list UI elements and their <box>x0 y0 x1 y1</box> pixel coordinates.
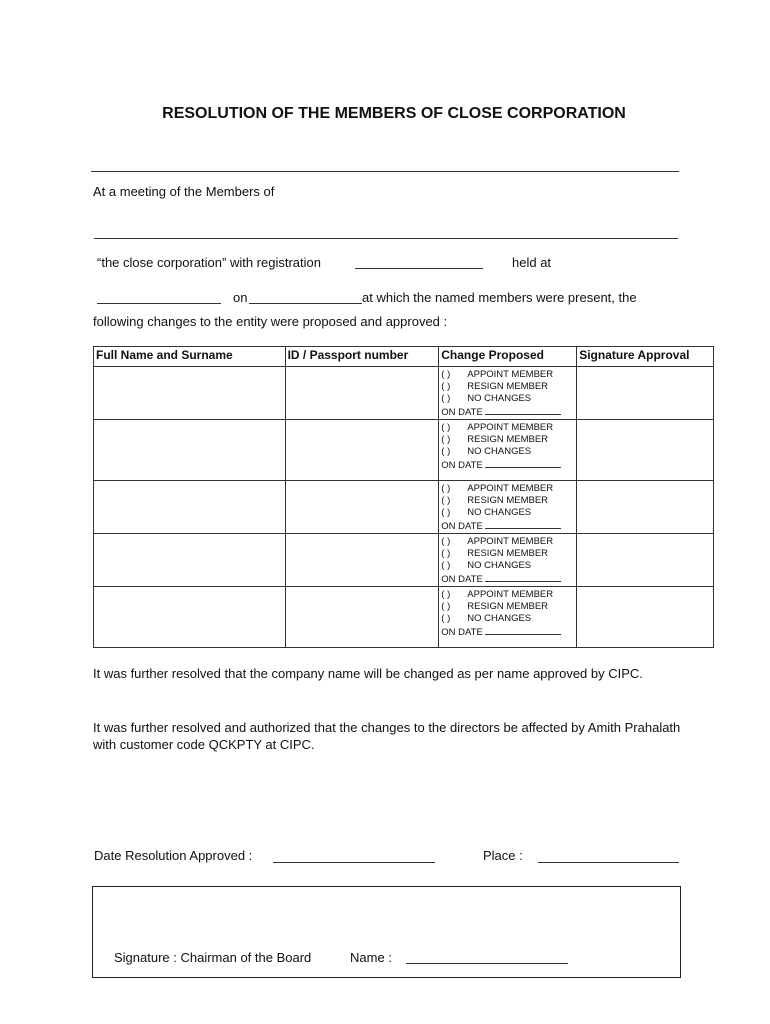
id-passport-cell[interactable] <box>285 420 439 481</box>
on-date-label: ON DATE <box>441 627 483 638</box>
no-changes-option[interactable] <box>441 560 574 572</box>
change-options <box>439 367 576 419</box>
signature-approval-cell[interactable] <box>577 420 714 481</box>
appoint-member-option[interactable] <box>441 422 574 434</box>
checkbox-parens[interactable]: ( ) <box>441 548 451 559</box>
on-date-label: ON DATE <box>441 574 483 585</box>
on-date-row <box>441 519 574 533</box>
full-name-cell[interactable] <box>94 587 286 648</box>
appoint-member-option[interactable] <box>441 589 574 601</box>
on-date-row <box>441 625 574 639</box>
id-passport-cell[interactable] <box>285 481 439 534</box>
signature-approval-cell[interactable] <box>577 587 714 648</box>
divider <box>91 171 679 172</box>
checkbox-parens[interactable]: ( ) <box>441 381 451 392</box>
change-proposed-cell <box>439 481 577 534</box>
on-date-field[interactable] <box>485 519 561 529</box>
header-signature-approval: Signature Approval <box>577 347 714 367</box>
location-field[interactable] <box>97 303 221 304</box>
on-label: on <box>233 290 248 305</box>
no-changes-option[interactable] <box>441 393 574 405</box>
id-passport-cell[interactable] <box>285 367 439 420</box>
header-id-passport: ID / Passport number <box>285 347 439 367</box>
on-date-field[interactable] <box>485 405 561 415</box>
full-name-cell[interactable] <box>94 367 286 420</box>
checkbox-parens[interactable]: ( ) <box>441 613 451 624</box>
option-label: APPOINT MEMBER <box>467 536 554 547</box>
header-full-name: Full Name and Surname <box>94 347 286 367</box>
registration-number-field[interactable] <box>355 268 483 269</box>
full-name-cell[interactable] <box>94 420 286 481</box>
change-options <box>439 534 576 586</box>
members-table <box>93 346 714 648</box>
members-name-field[interactable] <box>94 238 678 239</box>
option-label: NO CHANGES <box>467 393 532 404</box>
held-at-label: held at <box>512 255 552 270</box>
appoint-member-option[interactable] <box>441 536 574 548</box>
checkbox-parens[interactable]: ( ) <box>441 560 451 571</box>
appoint-member-option[interactable] <box>441 369 574 381</box>
checkbox-parens[interactable]: ( ) <box>441 589 451 600</box>
changes-text: following changes to the entity were proposed and approved : <box>93 314 448 329</box>
checkbox-parens[interactable]: ( ) <box>441 369 451 380</box>
on-date-row <box>441 572 574 586</box>
id-passport-cell[interactable] <box>285 587 439 648</box>
table-row <box>94 367 714 420</box>
table-row <box>94 420 714 481</box>
table-row <box>94 481 714 534</box>
option-label: RESIGN MEMBER <box>467 548 549 559</box>
table-header-row <box>94 347 714 367</box>
option-label: NO CHANGES <box>467 613 532 624</box>
authorization-resolution: It was further resolved and authorized that the changes to the directors be affected by Amith Prahalath with customer code QCKPTY at CIPC. <box>93 720 681 752</box>
full-name-cell[interactable] <box>94 534 286 587</box>
full-name-cell[interactable] <box>94 481 286 534</box>
option-label: NO CHANGES <box>467 446 532 457</box>
name-label: Name : <box>350 950 392 965</box>
checkbox-parens[interactable]: ( ) <box>441 495 451 506</box>
change-proposed-cell <box>439 587 577 648</box>
option-label: RESIGN MEMBER <box>467 495 549 506</box>
checkbox-parens[interactable]: ( ) <box>441 507 451 518</box>
checkbox-parens[interactable]: ( ) <box>441 536 451 547</box>
change-options <box>439 587 576 639</box>
on-date-field[interactable] <box>485 458 561 468</box>
registration-label: “the close corporation” with registration <box>97 255 321 270</box>
on-date-row <box>441 458 574 472</box>
resign-member-option[interactable] <box>441 601 574 613</box>
resign-member-option[interactable] <box>441 434 574 446</box>
checkbox-parens[interactable]: ( ) <box>441 434 451 445</box>
checkbox-parens[interactable]: ( ) <box>441 483 451 494</box>
on-date-field[interactable] <box>485 625 561 635</box>
on-date-label: ON DATE <box>441 460 483 471</box>
option-label: RESIGN MEMBER <box>467 381 549 392</box>
option-label: NO CHANGES <box>467 560 532 571</box>
no-changes-option[interactable] <box>441 507 574 519</box>
present-text: at which the named members were present, the <box>362 290 637 305</box>
option-label: APPOINT MEMBER <box>467 589 554 600</box>
id-passport-cell[interactable] <box>285 534 439 587</box>
option-label: APPOINT MEMBER <box>467 369 554 380</box>
appoint-member-option[interactable] <box>441 483 574 495</box>
option-label: RESIGN MEMBER <box>467 601 549 612</box>
on-date-label: ON DATE <box>441 521 483 532</box>
signature-label: Signature : Chairman of the Board <box>114 950 312 965</box>
option-label: APPOINT MEMBER <box>467 422 554 433</box>
option-label: NO CHANGES <box>467 507 532 518</box>
signature-approval-cell[interactable] <box>577 367 714 420</box>
option-label: RESIGN MEMBER <box>467 434 549 445</box>
date-approved-label: Date Resolution Approved : <box>94 848 253 863</box>
place-label: Place : <box>483 848 523 863</box>
header-change-proposed: Change Proposed <box>439 347 577 367</box>
on-date-label: ON DATE <box>441 407 483 418</box>
meeting-date-field[interactable] <box>249 303 362 304</box>
resign-member-option[interactable] <box>441 381 574 393</box>
no-changes-option[interactable] <box>441 446 574 458</box>
change-options <box>439 481 576 533</box>
place-field[interactable] <box>538 862 679 863</box>
document-title: RESOLUTION OF THE MEMBERS OF CLOSE CORPORATION <box>162 105 626 122</box>
table-row <box>94 587 714 648</box>
table-row <box>94 534 714 587</box>
signature-approval-cell[interactable] <box>577 534 714 587</box>
change-proposed-cell <box>439 534 577 587</box>
checkbox-parens[interactable]: ( ) <box>441 422 451 433</box>
change-proposed-cell <box>439 420 577 481</box>
option-label: APPOINT MEMBER <box>467 483 554 494</box>
no-changes-option[interactable] <box>441 613 574 625</box>
meeting-label: At a meeting of the Members of <box>93 184 275 199</box>
resign-member-option[interactable] <box>441 495 574 507</box>
change-options <box>439 420 576 472</box>
checkbox-parens[interactable]: ( ) <box>441 393 451 404</box>
chairman-name-field[interactable] <box>406 963 568 964</box>
change-proposed-cell <box>439 367 577 420</box>
date-approved-field[interactable] <box>273 862 435 863</box>
name-change-resolution: It was further resolved that the company name will be changed as per name approved by CIPC. <box>93 666 643 681</box>
on-date-field[interactable] <box>485 572 561 582</box>
resign-member-option[interactable] <box>441 548 574 560</box>
on-date-row <box>441 405 574 419</box>
checkbox-parens[interactable]: ( ) <box>441 446 451 457</box>
signature-approval-cell[interactable] <box>577 481 714 534</box>
checkbox-parens[interactable]: ( ) <box>441 601 451 612</box>
